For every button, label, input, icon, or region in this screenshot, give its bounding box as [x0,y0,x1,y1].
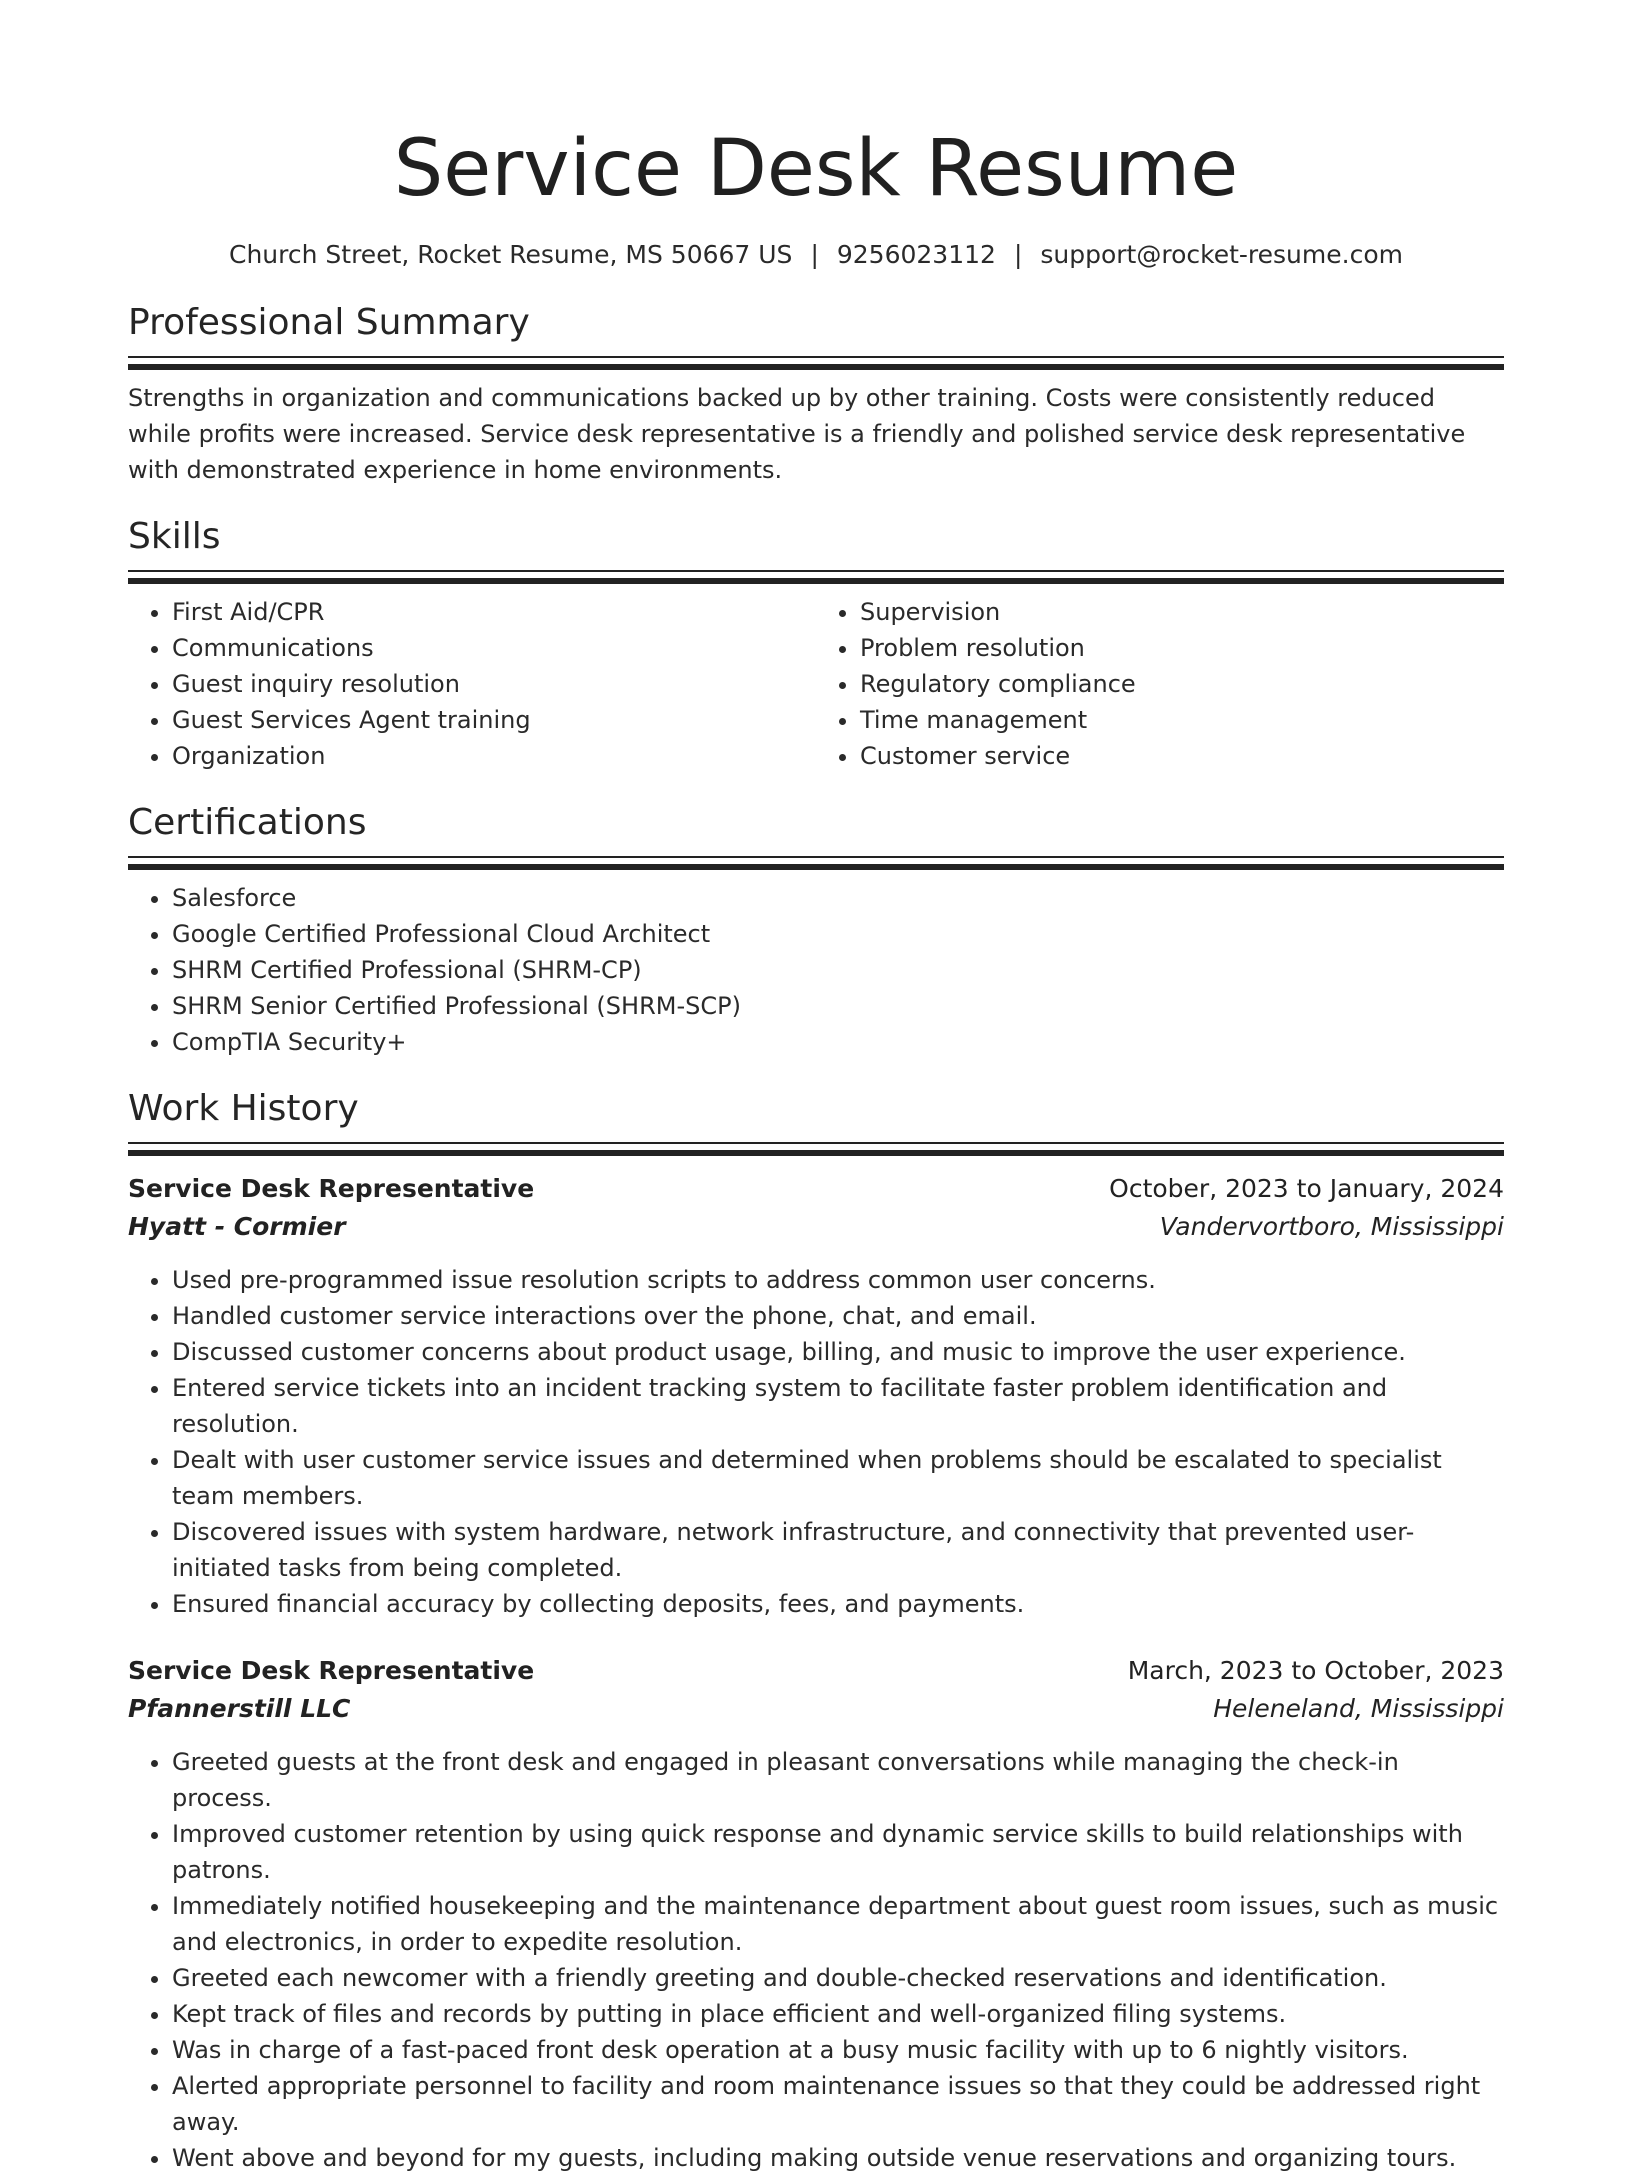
job-bullet: • Dealt with user customer service issues and determined when problems should be escalated to specialist team members. [172,1442,1504,1514]
skill-item: • Time management [860,702,1504,738]
job-entry [128,1170,1504,1622]
skills-columns [128,594,1504,774]
work-history-heading: Work History [128,1088,359,1129]
job-bullet: • Kept track of files and records by putting in place efficient and well-organized filing systems. [172,1996,1504,2032]
skill-item: • Organization [172,738,816,774]
certification-item: • Salesforce [172,880,1504,916]
job-bullet: • Entered service tickets into an incident tracking system to facilitate faster problem identification and resolution. [172,1370,1504,1442]
job-bullet: • Alerted appropriate personnel to facility and room maintenance issues so that they could be addressed right away. [172,2068,1504,2140]
skills-list-left [128,594,816,774]
certification-item: • SHRM Certified Professional (SHRM-CP) [172,952,1504,988]
section-rule-thick [128,1150,1504,1156]
section-rule-thick [128,864,1504,870]
job-bullets [128,1744,1504,2176]
certification-item: • SHRM Senior Certified Professional (SHRM-SCP) [172,988,1504,1024]
section-rule [128,356,1504,358]
section-rule [128,856,1504,858]
resume-page [128,120,1504,2176]
certifications-list [128,880,1504,1060]
skills-list-right [816,594,1504,774]
job-bullet: • Used pre-programmed issue resolution scripts to address common user concerns. [172,1262,1504,1298]
job-dates: October, 2023 to January, 2024 [1109,1174,1504,1203]
job-bullet: • Greeted each newcomer with a friendly greeting and double-checked reservations and identification. [172,1960,1504,1996]
contact-phone: 9256023112 [836,240,996,269]
section-rule [128,1142,1504,1144]
job-bullet: • Was in charge of a fast-paced front desk operation at a busy music facility with up to 6 nightly visitors. [172,2032,1504,2068]
job-company-row [128,1690,1504,1728]
section-rule [128,570,1504,572]
job-bullet: • Greeted guests at the front desk and engaged in pleasant conversations while managing the check-in process. [172,1744,1504,1816]
contact-separator: | [810,240,819,269]
certification-item: • Google Certified Professional Cloud Architect [172,916,1504,952]
skills-section [128,514,1504,774]
summary-text: Strengths in organization and communications backed up by other training. Costs were consistently reduced while profits were increased. Service desk representative is a friendly and polished service desk representative with demonstrated experience in home environments. [128,384,1466,484]
skill-item: • First Aid/CPR [172,594,816,630]
job-bullet: • Handled customer service interactions over the phone, chat, and email. [172,1298,1504,1334]
job-title: Service Desk Representative [128,1174,535,1203]
contact-email[interactable]: support@rocket-resume.com [1040,240,1403,269]
job-bullet: • Discussed customer concerns about product usage, billing, and music to improve the user experience. [172,1334,1504,1370]
skill-item: • Communications [172,630,816,666]
job-dates: March, 2023 to October, 2023 [1127,1656,1504,1685]
skill-item: • Guest Services Agent training [172,702,816,738]
skills-heading: Skills [128,516,221,557]
contact-line [128,238,1504,272]
job-company: Hyatt - Cormier [128,1212,346,1241]
job-company-row [128,1208,1504,1246]
job-location: Vandervortboro, Mississippi [1159,1212,1504,1241]
job-entry [128,1652,1504,2176]
job-location: Heleneland, Mississippi [1213,1694,1504,1723]
resume-title: Service Desk Resume [393,124,1239,214]
job-header-row [128,1170,1504,1208]
skill-item: • Regulatory compliance [860,666,1504,702]
section-rule-thick [128,578,1504,584]
work-history-section [128,1086,1504,2176]
certifications-heading: Certifications [128,802,367,843]
section-rule-thick [128,364,1504,370]
job-bullet: • Immediately notified housekeeping and the maintenance department about guest room issues, such as music and electronics, in order to expedite resolution. [172,1888,1504,1960]
certifications-section [128,800,1504,1060]
skill-item: • Guest inquiry resolution [172,666,816,702]
job-company: Pfannerstill LLC [128,1694,351,1723]
contact-address: Church Street, Rocket Resume, MS 50667 US [229,240,793,269]
job-bullet: • Discovered issues with system hardware, network infrastructure, and connectivity that prevented user-initiated tasks from being completed. [172,1514,1504,1586]
job-title: Service Desk Representative [128,1656,535,1685]
certification-item: • CompTIA Security+ [172,1024,1504,1060]
skill-item: • Supervision [860,594,1504,630]
job-bullet: • Improved customer retention by using quick response and dynamic service skills to build relationships with patrons. [172,1816,1504,1888]
contact-separator: | [1013,240,1023,269]
job-bullets [128,1262,1504,1622]
skill-item: • Customer service [860,738,1504,774]
summary-heading: Professional Summary [128,302,530,343]
skill-item: • Problem resolution [860,630,1504,666]
job-header-row [128,1652,1504,1690]
job-bullet: • Went above and beyond for my guests, including making outside venue reservations and organizing tours. [172,2140,1504,2176]
job-bullet: • Ensured financial accuracy by collecting deposits, fees, and payments. [172,1586,1504,1622]
summary-section [128,300,1504,488]
